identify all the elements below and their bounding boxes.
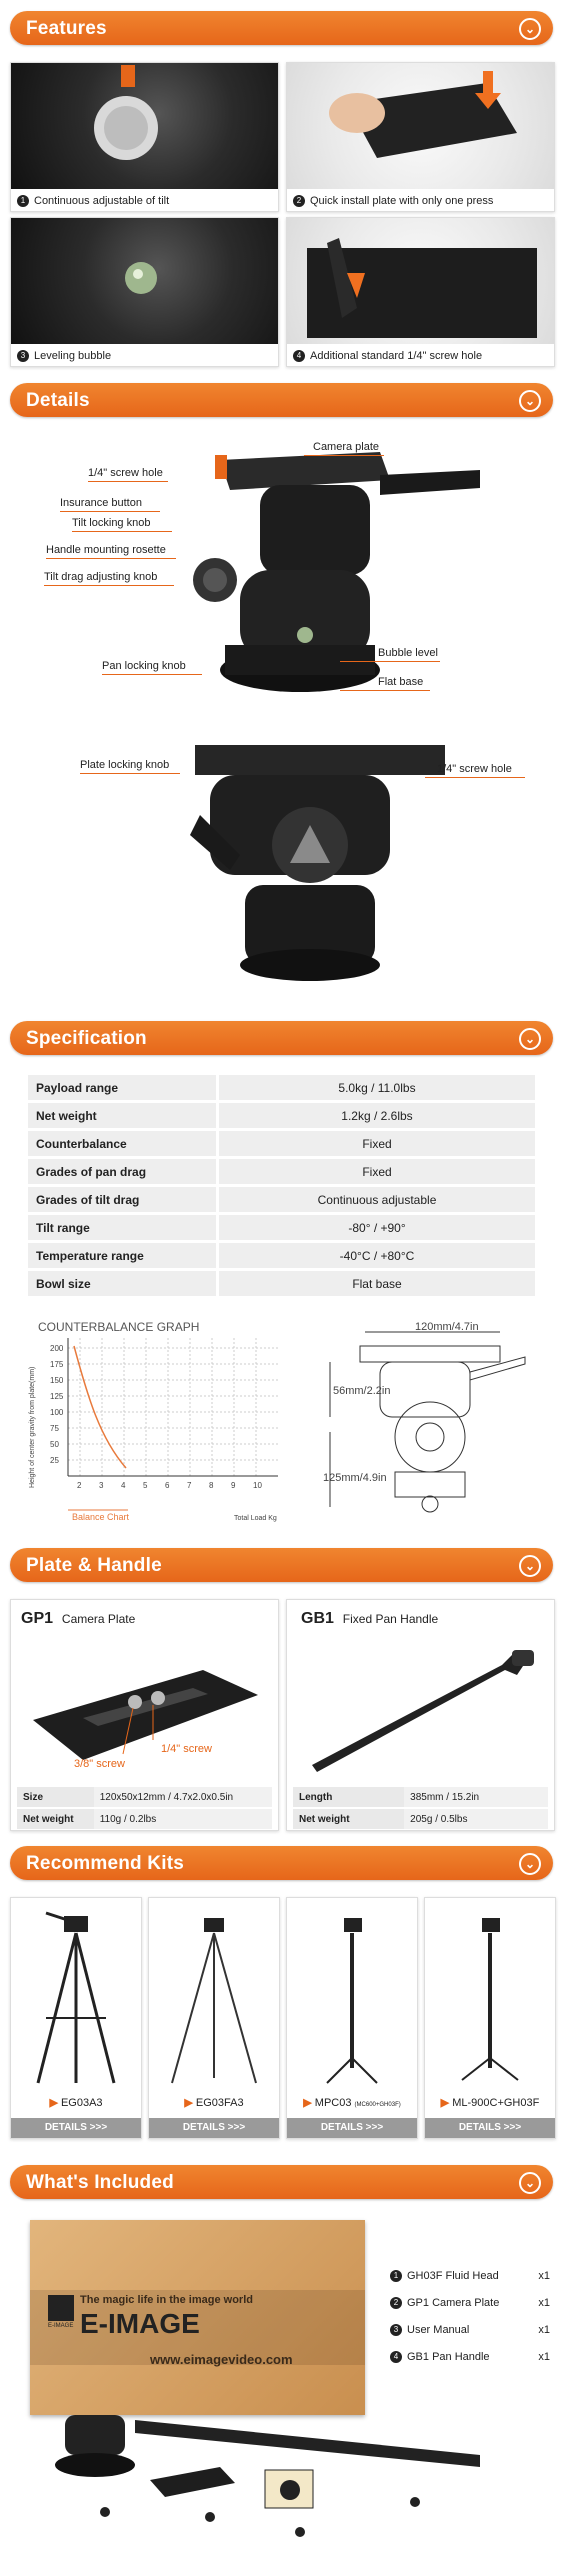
label-pan-locking-knob: Pan locking knob: [102, 660, 186, 672]
feature-caption: 2 Quick install plate with only one press: [293, 195, 493, 207]
tilt-knob-illustration: [11, 63, 278, 189]
included-item: 4 GB1 Pan Handle x1: [390, 2351, 550, 2363]
chevron-down-icon[interactable]: ⌄: [519, 2172, 541, 2194]
x-tick: 6: [165, 1481, 170, 1490]
box-brand: E-IMAGE: [80, 2308, 200, 2339]
screw-hole-illustration: [287, 218, 554, 344]
kit-card[interactable]: [148, 1897, 280, 2139]
plate-screw-38: 3/8" screw: [74, 1758, 125, 1770]
table-row: Payload range 5.0kg / 11.0lbs: [28, 1075, 535, 1100]
fluid-head-side-photo: [150, 735, 450, 985]
x-tick: 7: [187, 1481, 192, 1490]
plate-table: [17, 1785, 272, 1831]
included-item: 1 GH03F Fluid Head x1: [390, 2270, 550, 2282]
table-row: Tilt range -80° / +90°: [28, 1215, 535, 1240]
logo-mark: [48, 2295, 74, 2321]
kit-details-button[interactable]: DETAILS >>>: [287, 2118, 417, 2138]
table-row: Net weight 1.2kg / 2.6lbs: [28, 1103, 535, 1128]
plate-card: [10, 1599, 279, 1831]
label-camera-plate: Camera plate: [313, 441, 380, 453]
feature-card: [10, 217, 279, 367]
spec-table: [28, 1072, 535, 1299]
kit-name[interactable]: ▶ ML-900C+GH03F: [440, 2097, 540, 2109]
handle-table: [293, 1785, 548, 1831]
feature-card: [286, 217, 555, 367]
graph-title: COUNTERBALANCE GRAPH: [38, 1320, 200, 1334]
y-tick: 25: [50, 1456, 59, 1465]
feature-card: [10, 62, 279, 212]
fluid-head-photo: [150, 440, 480, 710]
feature-caption: 3 Leveling bubble: [17, 350, 111, 362]
label-tilt-locking-knob: Tilt locking knob: [72, 517, 151, 529]
x-tick: 2: [77, 1481, 82, 1490]
feature-photo: [11, 218, 278, 344]
box-tagline: The magic life in the image world: [80, 2294, 253, 2306]
included-items-photo: [40, 2395, 500, 2545]
handle-card: [286, 1599, 555, 1831]
y-tick: 200: [50, 1344, 64, 1353]
label-flat-base: Flat base: [378, 676, 424, 688]
box-logo: E-IMAGE: [48, 2323, 74, 2329]
section-header-features[interactable]: [10, 11, 553, 45]
feature-caption: 1 Continuous adjustable of tilt: [17, 195, 169, 207]
chevron-down-icon[interactable]: ⌄: [519, 390, 541, 412]
graph-legend: Balance Chart: [72, 1512, 130, 1522]
chevron-down-icon[interactable]: ⌄: [519, 1028, 541, 1050]
section-header-included[interactable]: [10, 2165, 553, 2199]
kit-card[interactable]: [10, 1897, 142, 2139]
label-bubble-level: Bubble level: [378, 647, 438, 659]
graph-xlabel: Total Load Kg: [234, 1515, 277, 1522]
label-tilt-drag-knob: Tilt drag adjusting knob: [44, 571, 158, 583]
table-row: Bowl size Flat base: [28, 1271, 535, 1296]
product-box: [30, 2220, 365, 2415]
label-insurance-button: Insurance button: [60, 497, 142, 509]
x-tick: 8: [209, 1481, 214, 1490]
monopod-illustration: [302, 1908, 402, 2088]
y-tick: 125: [50, 1392, 64, 1401]
section-title: Features: [26, 18, 107, 39]
label-screw-hole: 1/4" screw hole: [88, 467, 163, 479]
feature-photo: [11, 63, 278, 189]
plate-press-illustration: [287, 63, 554, 189]
table-row: Net weight 110g / 0.2lbs: [17, 1809, 272, 1829]
kit-details-button[interactable]: DETAILS >>>: [149, 2118, 279, 2138]
dimension-drawing: [310, 1322, 550, 1522]
box-url: www.eimagevideo.com: [150, 2352, 293, 2367]
counterbalance-graph: [28, 1338, 298, 1528]
section-header-specification[interactable]: [10, 1021, 553, 1055]
section-title: What's Included: [26, 2172, 174, 2193]
feature-photo: [287, 218, 554, 344]
kit-details-button[interactable]: DETAILS >>>: [425, 2118, 555, 2138]
x-tick: 3: [99, 1481, 104, 1490]
table-row: Net weight 205g / 0.5lbs: [293, 1809, 548, 1829]
included-item: 3 User Manual x1: [390, 2324, 550, 2336]
table-row: Grades of tilt drag Continuous adjustable: [28, 1187, 535, 1212]
x-tick: 4: [121, 1481, 126, 1490]
kit-card[interactable]: [286, 1897, 418, 2139]
section-title: Plate & Handle: [26, 1555, 162, 1576]
kit-name[interactable]: ▶ EG03FA3: [184, 2097, 244, 2109]
handle-title: GB1 Fixed Pan Handle: [301, 1610, 439, 1627]
y-tick: 150: [50, 1376, 64, 1385]
plate-screw-14: 1/4" screw: [161, 1743, 212, 1755]
kit-name[interactable]: ▶ EG03A3: [49, 2097, 103, 2109]
label-plate-locking-knob: Plate locking knob: [80, 759, 170, 771]
y-tick: 50: [50, 1440, 59, 1449]
label-screw-hole-side: 1/4" screw hole: [437, 763, 512, 775]
chevron-down-icon[interactable]: ⌄: [519, 18, 541, 40]
x-tick: 5: [143, 1481, 148, 1490]
chevron-down-icon[interactable]: ⌄: [519, 1555, 541, 1577]
dim-height: 125mm/4.9in: [323, 1472, 387, 1484]
plate-title: GP1 Camera Plate: [21, 1610, 136, 1627]
kit-details-button[interactable]: DETAILS >>>: [11, 2118, 141, 2138]
table-row: Temperature range -40°C / +80°C: [28, 1243, 535, 1268]
section-header-recommend[interactable]: [10, 1846, 553, 1880]
table-row: Length 385mm / 15.2in: [293, 1787, 548, 1807]
kit-name[interactable]: ▶ MPC03 (MC600+GH03F): [303, 2097, 401, 2109]
pan-handle-illustration: [307, 1640, 542, 1780]
kit-card[interactable]: [424, 1897, 556, 2139]
y-tick: 75: [50, 1424, 59, 1433]
feature-card: [286, 62, 555, 212]
section-title: Details: [26, 390, 90, 411]
table-row: Counterbalance Fixed: [28, 1131, 535, 1156]
section-title: Recommend Kits: [26, 1853, 185, 1874]
section-header-details[interactable]: [10, 383, 553, 417]
monopod-illustration: [440, 1908, 540, 2088]
label-handle-rosette: Handle mounting rosette: [46, 544, 166, 556]
y-tick: 175: [50, 1360, 64, 1369]
section-header-plate-handle[interactable]: [10, 1548, 553, 1582]
feature-caption: 4 Additional standard 1/4" screw hole: [293, 350, 482, 362]
dim-width: 120mm/4.7in: [415, 1321, 479, 1333]
table-row: Grades of pan drag Fixed: [28, 1159, 535, 1184]
tripod-illustration: [26, 1908, 126, 2088]
bubble-level-illustration: [11, 218, 278, 344]
feature-photo: [287, 63, 554, 189]
x-tick: 10: [253, 1481, 262, 1490]
x-tick: 9: [231, 1481, 236, 1490]
y-tick: 100: [50, 1408, 64, 1417]
dim-depth: 56mm/2.2in: [333, 1385, 391, 1397]
tripod-illustration: [164, 1908, 264, 2088]
section-title: Specification: [26, 1028, 147, 1049]
camera-plate-illustration: [23, 1650, 268, 1770]
chevron-down-icon[interactable]: ⌄: [519, 1853, 541, 1875]
graph-ylabel: Height of center gravity from plate(mm): [29, 1366, 36, 1488]
included-item: 2 GP1 Camera Plate x1: [390, 2297, 550, 2309]
table-row: Size 120x50x12mm / 4.7x2.0x0.5in: [17, 1787, 272, 1807]
